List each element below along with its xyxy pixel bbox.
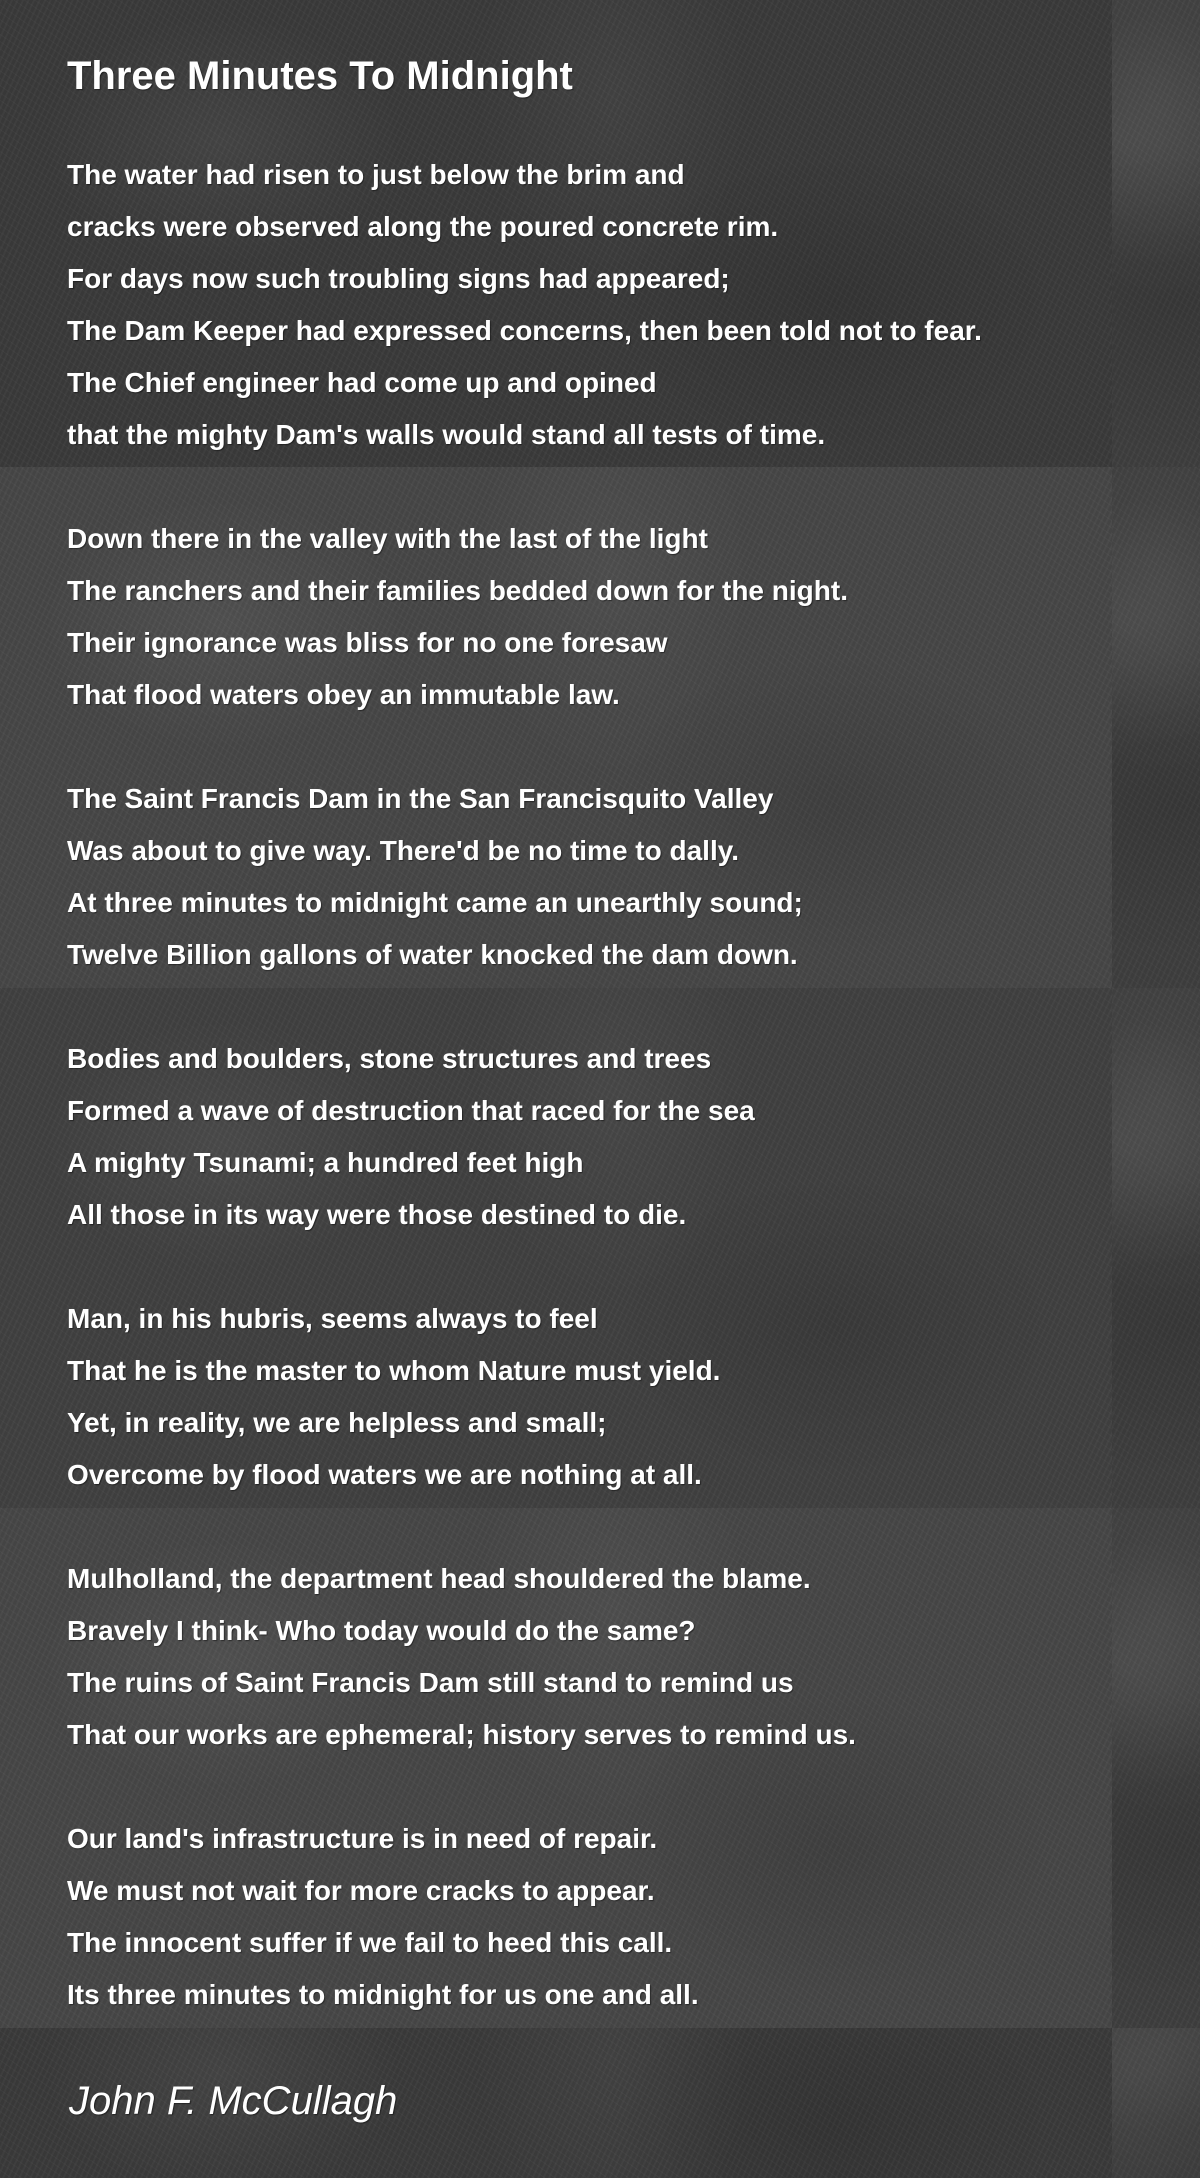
poem-line: The Chief engineer had come up and opined xyxy=(67,367,657,398)
poem-line: Bravely I think- Who today would do the same? xyxy=(67,1615,696,1646)
stanza-1 xyxy=(67,149,982,461)
poem-line: Down there in the valley with the last of the light xyxy=(67,523,708,554)
poem-line: That he is the master to whom Nature must yield. xyxy=(67,1355,721,1386)
poem-line: Bodies and boulders, stone structures and trees xyxy=(67,1043,712,1074)
stanza-7 xyxy=(67,1813,982,2021)
background-tile xyxy=(1112,988,1200,1508)
background-tile xyxy=(1112,2028,1200,2178)
stanza-2 xyxy=(67,513,982,721)
poem-line: The ruins of Saint Francis Dam still stand to remind us xyxy=(67,1667,794,1698)
background-tile xyxy=(1112,0,1200,467)
poem-line: Our land's infrastructure is in need of repair. xyxy=(67,1823,658,1854)
background-tile xyxy=(1112,1508,1200,2028)
poem-line: Their ignorance was bliss for no one foresaw xyxy=(67,627,668,658)
stanza-3 xyxy=(67,773,982,981)
poem-line: A mighty Tsunami; a hundred feet high xyxy=(67,1147,584,1178)
poem-body xyxy=(67,149,982,2073)
poem-line: cracks were observed along the poured concrete rim. xyxy=(67,211,779,242)
poem-line: Overcome by flood waters we are nothing at all. xyxy=(67,1459,702,1490)
poem-line: At three minutes to midnight came an unearthly sound; xyxy=(67,887,803,918)
background-tile xyxy=(1112,467,1200,988)
stanza-6 xyxy=(67,1553,982,1761)
stanza-5 xyxy=(67,1293,982,1501)
poem-line: The Dam Keeper had expressed concerns, then been told not to fear. xyxy=(67,315,982,346)
poem-line: For days now such troubling signs had appeared; xyxy=(67,263,730,294)
poem-line: The water had risen to just below the brim and xyxy=(67,159,685,190)
poem-line: The ranchers and their families bedded down for the night. xyxy=(67,575,848,606)
poem-line: Yet, in reality, we are helpless and small; xyxy=(67,1407,607,1438)
poem-line: Mulholland, the department head shouldered the blame. xyxy=(67,1563,811,1594)
poem-title: Three Minutes To Midnight xyxy=(67,54,573,98)
poem-line: All those in its way were those destined to die. xyxy=(67,1199,687,1230)
poem-line: That our works are ephemeral; history serves to remind us. xyxy=(67,1719,856,1750)
poem-line: Twelve Billion gallons of water knocked the dam down. xyxy=(67,939,798,970)
poem-line: Formed a wave of destruction that raced for the sea xyxy=(67,1095,755,1126)
poem-line: We must not wait for more cracks to appear. xyxy=(67,1875,655,1906)
stanza-4 xyxy=(67,1033,982,1241)
poem-line: that the mighty Dam's walls would stand all tests of time. xyxy=(67,419,826,450)
poem-line: Man, in his hubris, seems always to feel xyxy=(67,1303,598,1334)
poem-line: Its three minutes to midnight for us one and all. xyxy=(67,1979,699,2010)
poem-line: That flood waters obey an immutable law. xyxy=(67,679,620,710)
poem-line: Was about to give way. There'd be no time to dally. xyxy=(67,835,740,866)
poem-author: John F. McCullagh xyxy=(69,2079,398,2123)
poem-line: The innocent suffer if we fail to heed this call. xyxy=(67,1927,673,1958)
poem-line: The Saint Francis Dam in the San Francisquito Valley xyxy=(67,783,774,814)
